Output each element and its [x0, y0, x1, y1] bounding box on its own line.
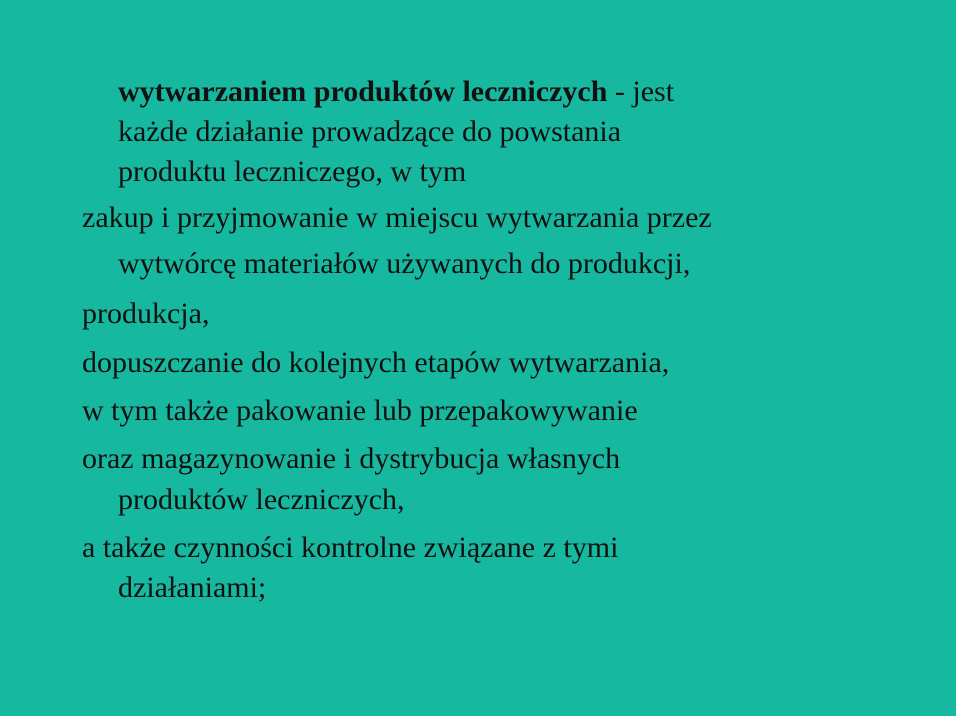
definition-line-2: każde działanie prowadzące do powstania: [118, 115, 622, 148]
item-storage-distribution: oraz magazynowanie i dystrybucja własnych: [82, 442, 621, 475]
item-control-activities-continuation: działaniami;: [118, 571, 267, 604]
item-packaging: w tym także pakowanie lub przepakowywanie: [82, 394, 638, 427]
item-storage-distribution-continuation: produktów leczniczych,: [118, 483, 405, 516]
definition-heading: [118, 72, 674, 112]
item-control-activities: a także czynności kontrolne związane z tymi: [82, 531, 619, 564]
definition-term-suffix: - jest: [607, 75, 675, 108]
item-release: dopuszczanie do kolejnych etapów wytwarzania,: [82, 346, 670, 379]
defined-term: wytwarzaniem produktów leczniczych: [118, 75, 608, 108]
item-production: produkcja,: [82, 297, 210, 330]
item-purchase-continuation: wytwórcę materiałów używanych do produkcji,: [118, 247, 691, 280]
definition-line-3: produktu leczniczego, w tym: [118, 155, 467, 188]
item-purchase: zakup i przyjmowanie w miejscu wytwarzania przez: [82, 201, 712, 234]
